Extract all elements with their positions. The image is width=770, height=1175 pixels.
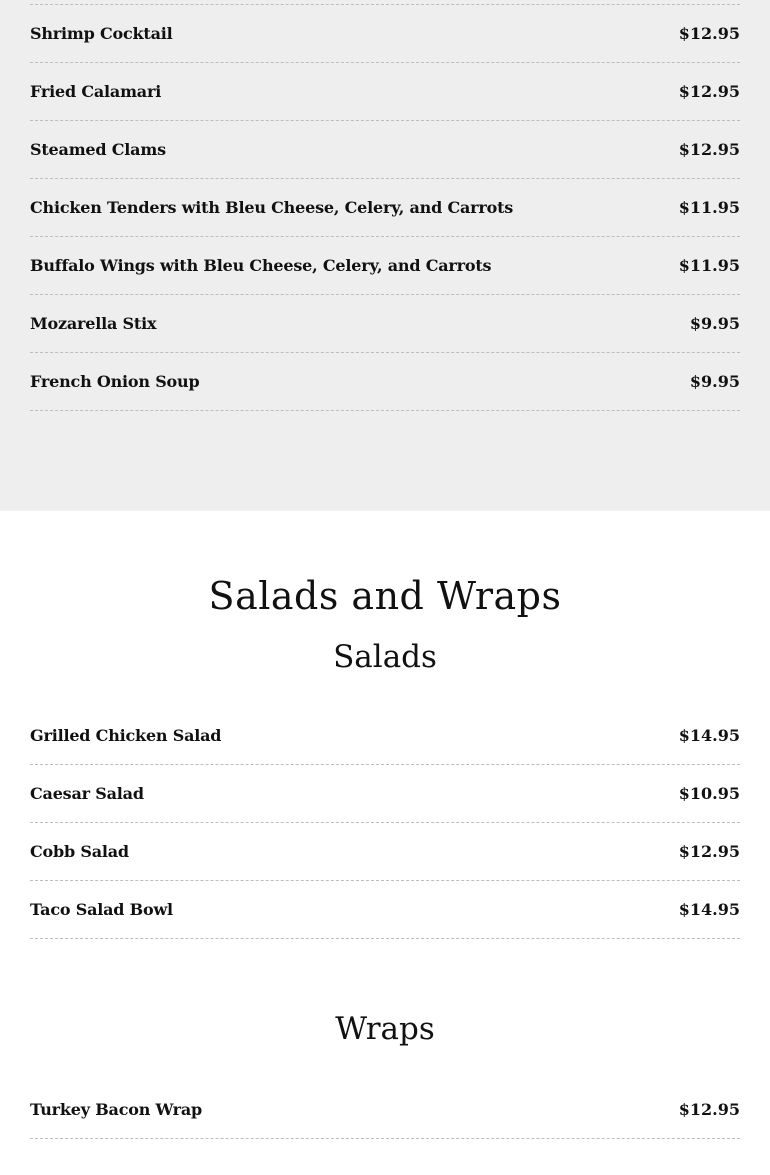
item-price: $12.95 (678, 1100, 740, 1119)
item-name: Steamed Clams (30, 140, 166, 159)
wraps-list (30, 1081, 740, 1139)
item-name: Buffalo Wings with Bleu Cheese, Celery, and Carrots (30, 256, 492, 275)
item-price: $14.95 (678, 900, 740, 919)
item-name: Caesar Salad (30, 784, 144, 803)
item-price: $9.95 (689, 372, 740, 391)
item-name: Shrimp Cocktail (30, 24, 173, 43)
menu-item (30, 179, 740, 237)
item-name: Taco Salad Bowl (30, 900, 173, 919)
item-price: $12.95 (678, 140, 740, 159)
menu-item (30, 353, 740, 411)
item-price: $9.95 (689, 314, 740, 333)
menu-item (30, 5, 740, 63)
item-price: $11.95 (678, 256, 740, 275)
salads-list (30, 707, 740, 939)
item-name: French Onion Soup (30, 372, 200, 391)
item-name: Cobb Salad (30, 842, 129, 861)
wraps-title: Wraps (335, 1011, 435, 1047)
item-price: $10.95 (678, 784, 740, 803)
item-name: Chicken Tenders with Bleu Cheese, Celery, and Carrots (30, 198, 514, 217)
item-name: Grilled Chicken Salad (30, 726, 222, 745)
menu-item (30, 295, 740, 353)
menu-item (30, 63, 740, 121)
item-name: Mozarella Stix (30, 314, 157, 333)
menu-item (30, 823, 740, 881)
item-name: Turkey Bacon Wrap (30, 1100, 202, 1119)
appetizers-section (0, 0, 770, 511)
salads-title: Salads (333, 639, 437, 675)
item-price: $12.95 (678, 82, 740, 101)
salads-and-wraps-section (0, 573, 770, 1139)
item-price: $11.95 (678, 198, 740, 217)
menu-item (30, 881, 740, 939)
section-title: Salads and Wraps (208, 574, 562, 618)
appetizers-list (30, 4, 740, 411)
item-price: $12.95 (678, 24, 740, 43)
item-price: $12.95 (678, 842, 740, 861)
item-price: $14.95 (678, 726, 740, 745)
item-name: Fried Calamari (30, 82, 162, 101)
menu-item (30, 121, 740, 179)
menu-item (30, 765, 740, 823)
menu-item (30, 707, 740, 765)
menu-item (30, 237, 740, 295)
menu-item (30, 1081, 740, 1139)
